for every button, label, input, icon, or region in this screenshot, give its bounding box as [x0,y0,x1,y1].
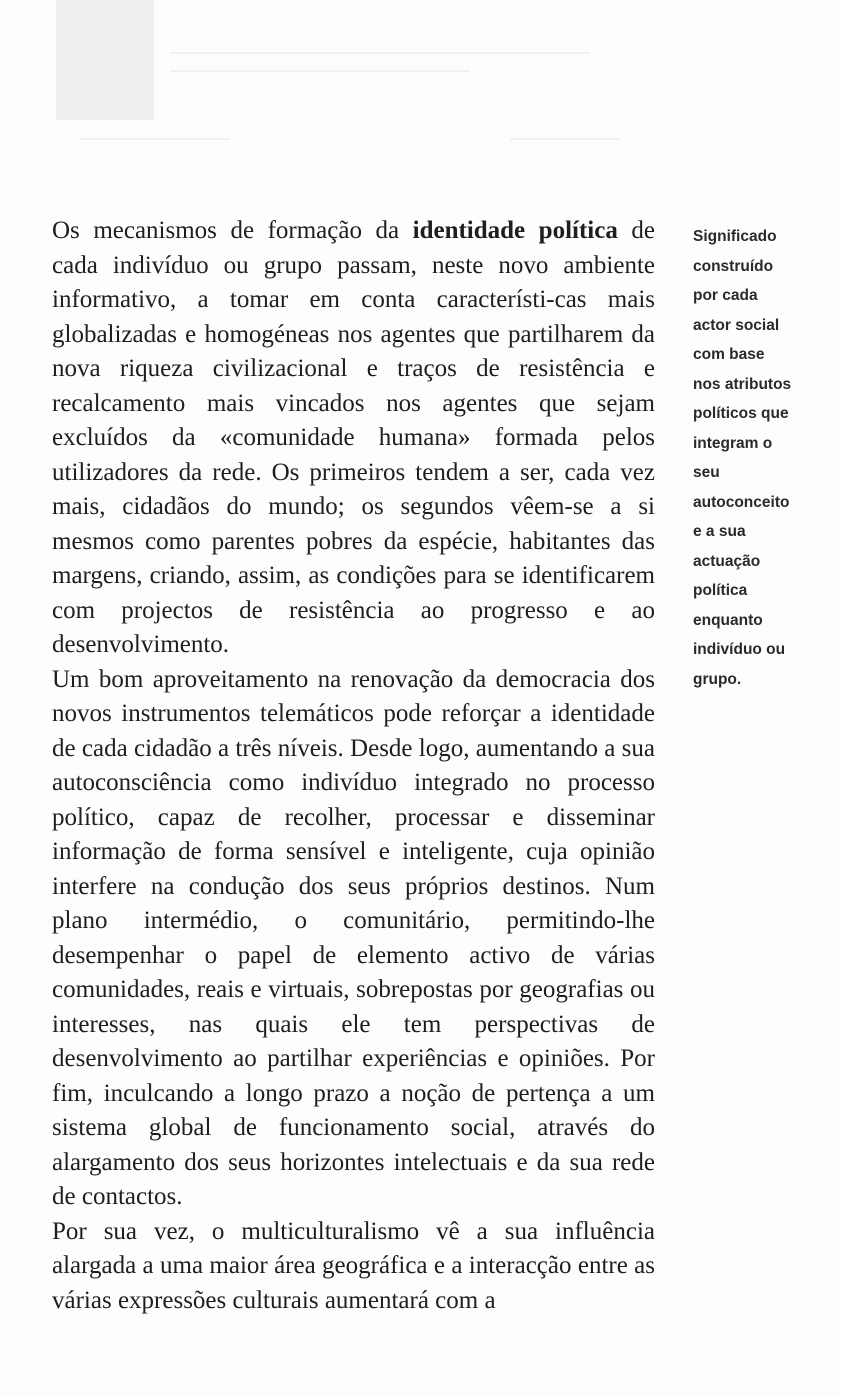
paragraph-lead: Os mecanismos de formação da [52,217,413,244]
bleed-through-line [170,52,590,54]
paragraph-democracy: Um bom aproveitamento na renovação da democracia dos novos instrumentos telemáticos pode reforçar a identidade de cada cidadão a três níveis. Desde logo, aumentando a sua autoconsciência como indivíduo integrado no processo político, capaz de recolher, processar e disseminar informação de forma sensível e inteligente, cuja opinião interfere na condução dos seus próprios destinos. Num plano intermédio, o comunitário, permitindo-lhe desempenhar o papel de elemento activo de várias comunidades, reais e virtuais, sobrepostas por geografias ou interesses, nas quais ele tem perspectivas de desenvolvimento ao partilhar experiências e opiniões. Por fim, inculcando a longo prazo a noção de pertença a um sistema global de funcionamento social, através do alargamento dos seus horizontes intelectuais e da sua rede de contactos. [52,665,655,1210]
paragraph-identity [52,214,655,663]
margin-definition: Significado construído por cada actor social com base nos atributos políticos que integram o seu autoconceito e a sua actuação política enquanto indivíduo ou grupo. [693,228,792,688]
paragraph-body: de cada indivíduo ou grupo passam, neste novo ambiente informativo, a tomar em conta característi-cas mais globalizadas e homogéneas nos agentes que partilharem da nova riqueza civilizacional e traços de resistência e recalcamento mais vincados nos agentes que sejam excluídos da «comunidade humana» formada pelos utilizadores da rede. Os primeiros tendem a ser, cada vez mais, cidadãos do mundo; os segundos vêem-se a si mesmos como parentes pobres da espécie, habitantes das margens, criando, assim, as condições para se identificarem com projectos de resistência ao progresso e ao desenvolvimento. [52,217,655,658]
header-shadow-block [56,0,154,120]
bleed-through-line [510,138,620,140]
bleed-through-line [170,70,470,72]
paragraph-multiculturalism: Por sua vez, o multiculturalismo vê a sua influência alargada a uma maior área geográfica e a interacção entre as várias expressões culturais aumentará com a [52,1217,655,1314]
highlighted-term: identidade política [412,217,618,244]
body-text [52,214,655,1318]
bleed-through-line [80,138,230,140]
